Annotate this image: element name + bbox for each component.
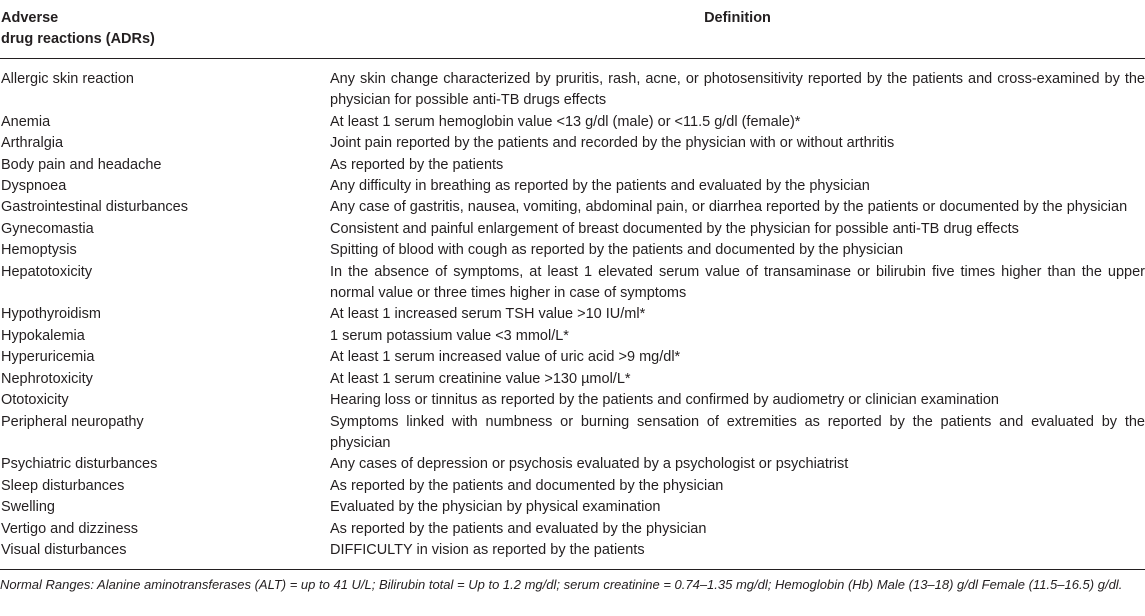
table-row xyxy=(0,476,1145,497)
table-row xyxy=(0,412,1145,455)
definition-cell: At least 1 serum creatinine value >130 µmol/L* xyxy=(330,370,631,387)
adr-cell: Nephrotoxicity xyxy=(1,370,93,387)
table-row xyxy=(0,304,1145,325)
table-row xyxy=(0,133,1145,154)
definition-cell: Hearing loss or tinnitus as reported by the patients and confirmed by audiometry or clinician examination xyxy=(330,392,999,409)
table-row xyxy=(0,69,1145,112)
definition-cell: As reported by the patients and documented by the physician xyxy=(330,477,724,494)
table-row xyxy=(0,176,1145,197)
adr-cell: Hyperuricemia xyxy=(1,349,95,366)
header-definition: Definition xyxy=(704,10,771,26)
adr-cell: Vertigo and dizziness xyxy=(1,520,139,537)
definition-cell: Any case of gastritis, nausea, vomiting, abdominal pain, or diarrhea reported by the patients or documented by the physician xyxy=(330,199,1128,216)
adr-cell: Peripheral neuropathy xyxy=(1,413,144,430)
definition-cell: As reported by the patients xyxy=(330,156,504,173)
adr-cell: Dyspnoea xyxy=(1,178,67,195)
definition-cell: Any cases of depression or psychosis evaluated by a psychologist or psychiatrist xyxy=(330,456,849,473)
header-adr-line1: Adverse xyxy=(1,10,59,26)
table-body xyxy=(0,59,1145,569)
definition-cell: Symptoms linked with numbness or burning sensation of extremities as reported by the patients and evaluated by the physician xyxy=(330,413,1145,451)
definition-cell: As reported by the patients and evaluated by the physician xyxy=(330,520,707,537)
definition-cell: At least 1 serum increased value of uric acid >9 mg/dl* xyxy=(330,349,681,366)
table-row xyxy=(0,347,1145,368)
table-row xyxy=(0,155,1145,176)
adr-cell: Anemia xyxy=(1,113,51,130)
table-row xyxy=(0,112,1145,133)
table-row xyxy=(0,519,1145,540)
adr-cell: Allergic skin reaction xyxy=(1,71,134,87)
adr-cell: Hypothyroidism xyxy=(1,306,101,323)
table-header xyxy=(0,0,1145,58)
definition-cell: Any difficulty in breathing as reported by the patients and evaluated by the physician xyxy=(330,178,870,195)
table-row xyxy=(0,454,1145,475)
table-row xyxy=(0,540,1145,561)
table-row xyxy=(0,219,1145,240)
table-row xyxy=(0,262,1145,305)
table-row xyxy=(0,369,1145,390)
header-adr xyxy=(0,0,330,58)
definition-cell: Spitting of blood with cough as reported by the patients and documented by the physician xyxy=(330,242,904,259)
definition-cell: At least 1 serum hemoglobin value <13 g/dl (male) or <11.5 g/dl (female)* xyxy=(330,113,801,130)
definition-cell: Any skin change characterized by pruritis, rash, acne, or photosensitivity reported by the patients and cross-examined by the physician for possible anti-TB drugs effects xyxy=(330,71,1145,109)
definition-cell: At least 1 increased serum TSH value >10 IU/ml* xyxy=(330,306,646,323)
adr-cell: Hepatotoxicity xyxy=(1,263,93,280)
adr-cell: Gynecomastia xyxy=(1,220,94,237)
adr-cell: Body pain and headache xyxy=(1,156,162,173)
adr-cell: Hypokalemia xyxy=(1,327,85,344)
definition-cell: Evaluated by the physician by physical examination xyxy=(330,499,661,516)
table-row xyxy=(0,497,1145,518)
table-row xyxy=(0,390,1145,411)
table-row xyxy=(0,326,1145,347)
definition-cell: Consistent and painful enlargement of breast documented by the physician for possible anti-TB drug effects xyxy=(330,220,1019,237)
adr-cell: Swelling xyxy=(1,499,55,516)
definition-cell: 1 serum potassium value <3 mmol/L* xyxy=(330,327,569,344)
adr-cell: Hemoptysis xyxy=(1,242,77,259)
table-row xyxy=(0,240,1145,261)
adr-cell: Gastrointestinal disturbances xyxy=(1,199,188,216)
adr-cell: Sleep disturbances xyxy=(1,477,125,494)
table-row xyxy=(0,197,1145,218)
adr-cell: Arthralgia xyxy=(1,135,64,152)
adr-cell: Psychiatric disturbances xyxy=(1,456,158,473)
adr-cell: Ototoxicity xyxy=(1,392,69,409)
header-adr-line2: drug reactions (ADRs) xyxy=(1,31,155,47)
definition-cell: DIFFICULTY in vision as reported by the patients xyxy=(330,541,645,558)
adr-cell: Visual disturbances xyxy=(1,541,127,558)
definition-cell: In the absence of symptoms, at least 1 elevated serum value of transaminase or bilirubin five times higher than the upper normal value or three times higher in case of symptoms xyxy=(330,263,1145,302)
table-footnote: Normal Ranges: Alanine aminotransferases (ALT) = up to 41 U/L; Bilirubin total = Up to 1.2 mg/dl; serum creatinine = 0.74–1.35 mg/dl; Hemoglobin (Hb) Male (13–18) g/dl Female (11.5–16.5) g/dl. xyxy=(0,577,1123,593)
definition-cell: Joint pain reported by the patients and recorded by the physician with or without arthritis xyxy=(330,135,895,152)
